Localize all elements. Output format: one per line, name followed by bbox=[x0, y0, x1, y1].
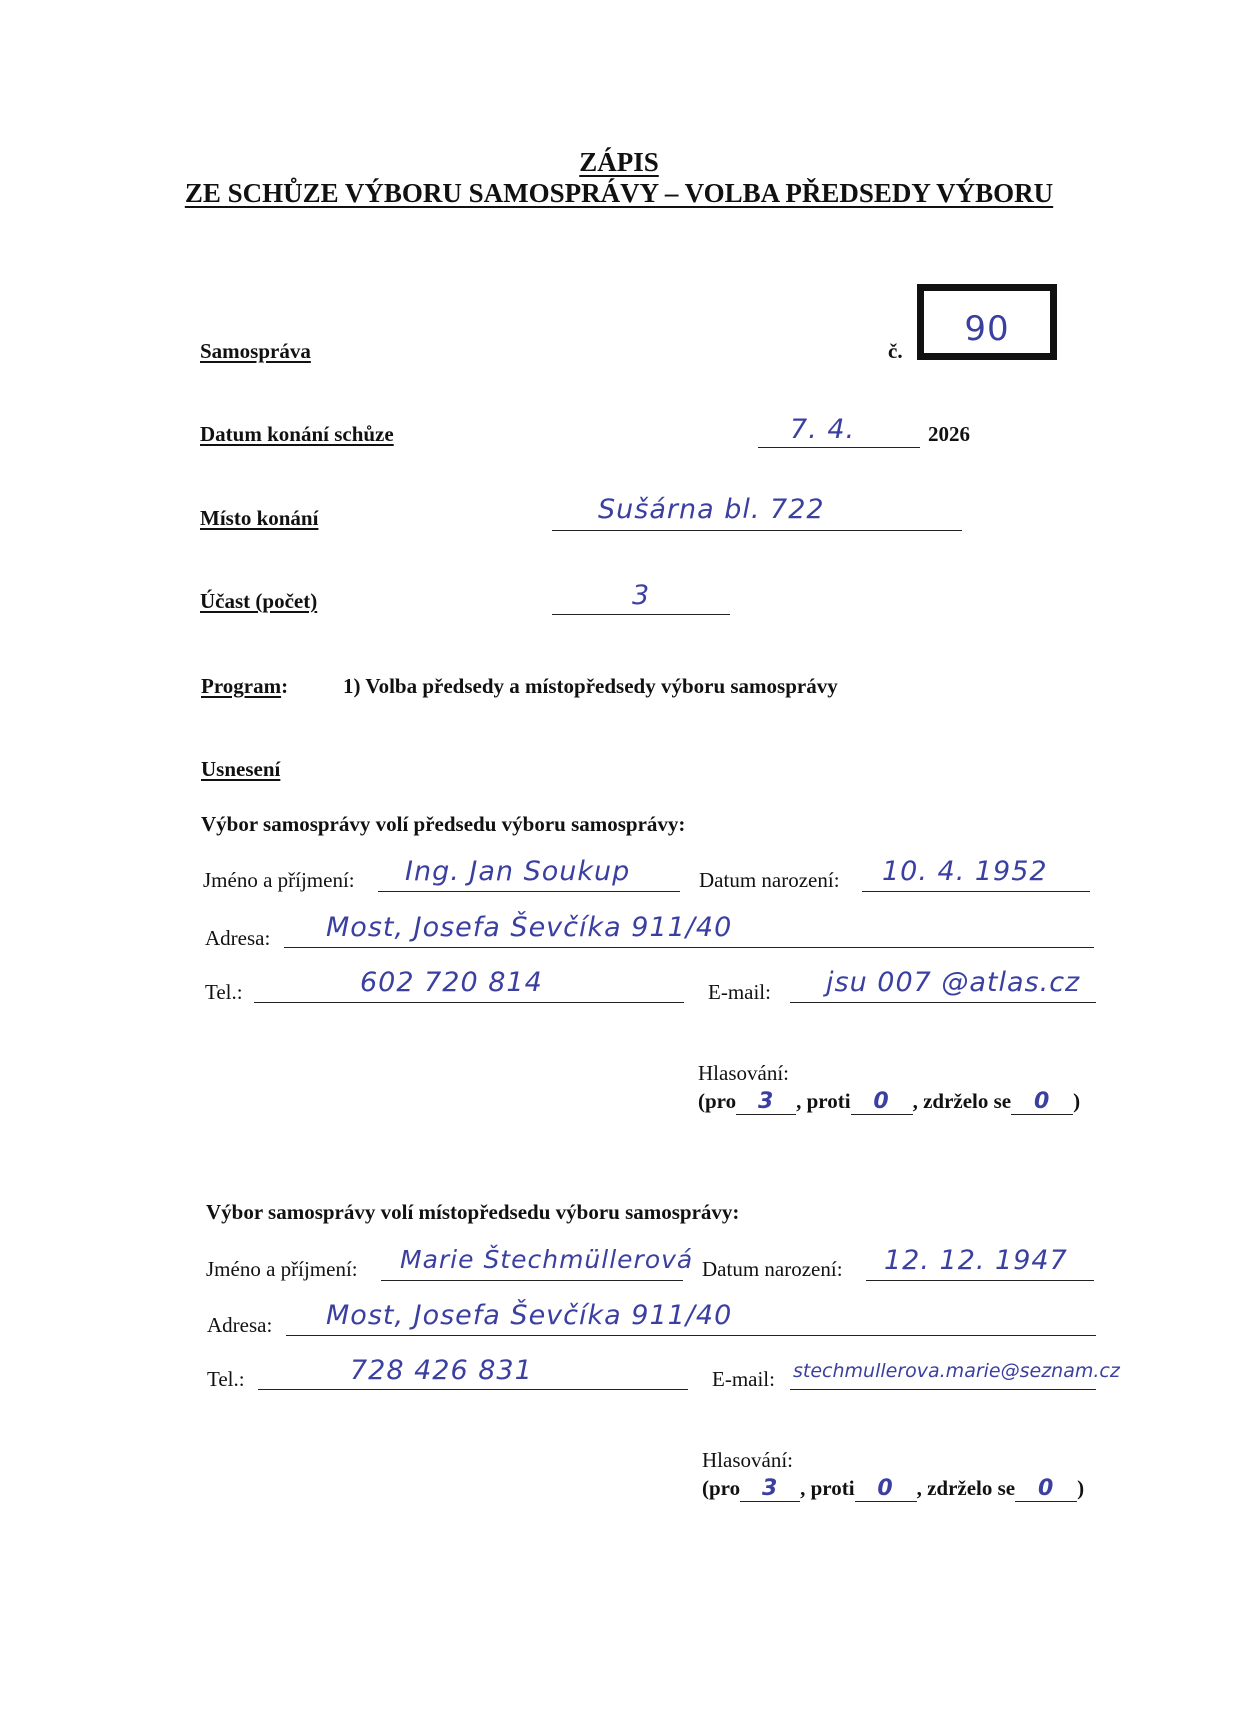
samosprava-number-box[interactable] bbox=[917, 284, 1057, 360]
vote-pro-label: (pro bbox=[698, 1089, 737, 1113]
ucast-label: Účast (počet) bbox=[200, 589, 318, 613]
vice-phone: 728 426 831 bbox=[350, 1355, 533, 1386]
program-label: Program: bbox=[201, 674, 289, 698]
number-prefix: č. bbox=[888, 339, 903, 363]
vice-birth: 12. 12. 1947 bbox=[884, 1245, 1068, 1276]
misto-line[interactable] bbox=[552, 530, 962, 531]
vice-birth-label: Datum narození: bbox=[702, 1257, 843, 1281]
datum-year: 2026 bbox=[928, 422, 970, 446]
vice-phone-line[interactable] bbox=[258, 1389, 688, 1390]
ucast-value: 3 bbox=[632, 580, 651, 611]
vice-address: Most, Josefa Ševčíka 911/40 bbox=[326, 1300, 733, 1331]
chairman-address-label: Adresa: bbox=[205, 926, 271, 950]
chairman-name: Ing. Jan Soukup bbox=[405, 856, 631, 887]
vice-vote-row: (pro 3 , proti 0 , zdrželo se 0 ) bbox=[702, 1476, 1085, 1501]
usneseni-label: Usnesení bbox=[201, 757, 281, 781]
vote-proti: 0 bbox=[873, 1089, 890, 1114]
chairman-heading: Výbor samosprávy volí předsedu výboru samosprávy: bbox=[201, 812, 686, 836]
chairman-phone-label: Tel.: bbox=[205, 980, 243, 1004]
chairman-email-label: E-mail: bbox=[708, 980, 771, 1004]
vote-zdrzelo-label: , zdrželo se bbox=[916, 1476, 1016, 1500]
vice-email-line[interactable] bbox=[790, 1389, 1096, 1390]
vote-zdrzelo-label: , zdrželo se bbox=[912, 1089, 1012, 1113]
vice-vote-label: Hlasování: bbox=[702, 1448, 793, 1472]
vice-name-line[interactable] bbox=[381, 1280, 683, 1281]
chairman-birth: 10. 4. 1952 bbox=[882, 856, 1048, 887]
datum-value: 7. 4. bbox=[790, 414, 856, 445]
vice-address-line[interactable] bbox=[286, 1335, 1096, 1336]
vote-zdrzelo: 0 bbox=[1037, 1476, 1055, 1501]
vote-zdrzelo-field[interactable] bbox=[1011, 1089, 1073, 1115]
vote-proti-field[interactable] bbox=[855, 1476, 917, 1502]
ucast-line[interactable] bbox=[552, 614, 730, 615]
datum-line[interactable] bbox=[758, 447, 920, 448]
vote-proti: 0 bbox=[877, 1476, 894, 1501]
vote-pro: 3 bbox=[761, 1476, 779, 1501]
vote-proti-label: , proti bbox=[796, 1089, 851, 1113]
chairman-email-line[interactable] bbox=[790, 1002, 1096, 1003]
chairman-name-label: Jméno a příjmení: bbox=[203, 868, 355, 892]
vice-heading: Výbor samosprávy volí místopředsedu výboru samosprávy: bbox=[206, 1200, 740, 1224]
vote-zdrzelo: 0 bbox=[1033, 1089, 1051, 1114]
samosprava-number: 90 bbox=[964, 309, 1010, 349]
vote-pro: 3 bbox=[757, 1089, 775, 1114]
vice-name-label: Jméno a příjmení: bbox=[206, 1257, 358, 1281]
chairman-birth-line[interactable] bbox=[862, 891, 1090, 892]
chairman-vote-label: Hlasování: bbox=[698, 1061, 789, 1085]
chairman-vote-row: (pro 3 , proti 0 , zdrželo se 0 ) bbox=[698, 1089, 1081, 1114]
document-subtitle: ZE SCHŮZE VÝBORU SAMOSPRÁVY – VOLBA PŘEDSEDY VÝBORU bbox=[184, 178, 1054, 208]
vice-email-label: E-mail: bbox=[712, 1367, 775, 1391]
chairman-name-line[interactable] bbox=[378, 891, 680, 892]
misto-value: Sušárna bl. 722 bbox=[598, 494, 825, 525]
chairman-phone: 602 720 814 bbox=[360, 967, 543, 998]
vote-proti-label: , proti bbox=[800, 1476, 855, 1500]
chairman-birth-label: Datum narození: bbox=[699, 868, 840, 892]
datum-label: Datum konání schůze bbox=[200, 422, 394, 446]
vote-pro-field[interactable] bbox=[736, 1089, 796, 1115]
vice-birth-line[interactable] bbox=[866, 1280, 1094, 1281]
chairman-phone-line[interactable] bbox=[254, 1002, 684, 1003]
vice-email: stechmullerova.marie@seznam.cz bbox=[793, 1360, 1120, 1382]
vote-pro-field[interactable] bbox=[740, 1476, 800, 1502]
chairman-address: Most, Josefa Ševčíka 911/40 bbox=[326, 912, 733, 943]
document-title: ZÁPIS bbox=[579, 147, 659, 177]
vote-proti-field[interactable] bbox=[851, 1089, 913, 1115]
misto-label: Místo konání bbox=[200, 506, 319, 530]
chairman-email: jsu 007 @atlas.cz bbox=[826, 967, 1081, 998]
vote-zdrzelo-field[interactable] bbox=[1015, 1476, 1077, 1502]
chairman-address-line[interactable] bbox=[284, 947, 1094, 948]
vice-address-label: Adresa: bbox=[207, 1313, 273, 1337]
samosprava-label: Samospráva bbox=[200, 339, 311, 363]
vice-name: Marie Štechmüllerová bbox=[400, 1245, 694, 1274]
vice-phone-label: Tel.: bbox=[207, 1367, 245, 1391]
program-item: 1) Volba předsedy a místopředsedy výboru samosprávy bbox=[343, 674, 838, 698]
vote-pro-label: (pro bbox=[702, 1476, 741, 1500]
